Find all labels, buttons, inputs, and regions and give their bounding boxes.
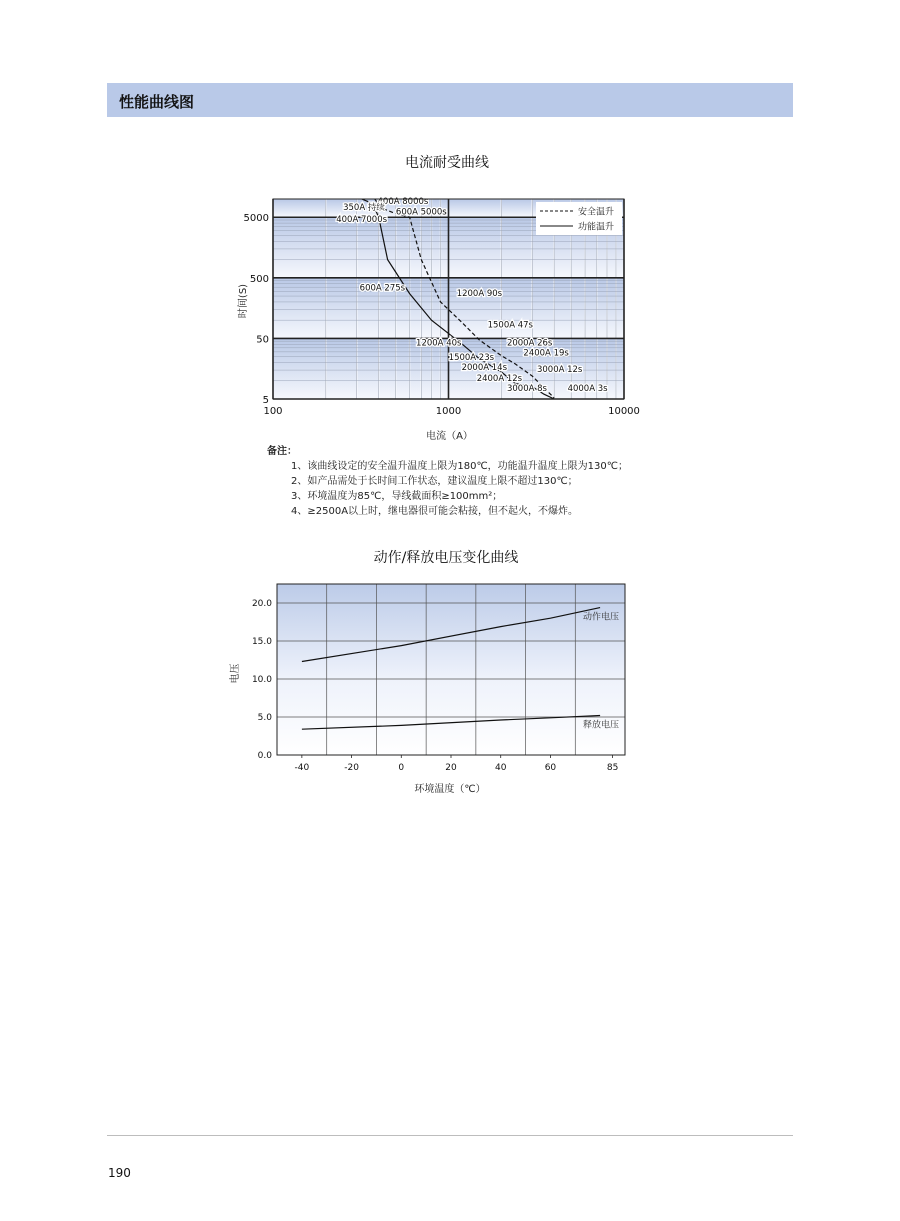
annotation-label: 350A 持续 bbox=[343, 202, 385, 213]
x-tick-label: -40 bbox=[294, 763, 310, 773]
footer-divider bbox=[107, 1135, 793, 1136]
note-item: 3、环境温度为85℃，导线截面积≥100mm²； bbox=[291, 491, 503, 502]
x-axis-label: 电流（A） bbox=[426, 431, 473, 442]
x-tick-label: 10000 bbox=[608, 406, 640, 417]
legend-label: 功能温升 bbox=[578, 222, 615, 233]
y-tick-label: 0.0 bbox=[257, 751, 272, 761]
y-tick-label: 5.0 bbox=[257, 713, 272, 723]
y-axis-label: 电压 bbox=[230, 663, 241, 684]
y-tick-label: 20.0 bbox=[251, 599, 272, 609]
annotation-label: 400A 8000s bbox=[377, 196, 429, 207]
series-label: 释放电压 bbox=[582, 720, 619, 731]
x-tick-label: 60 bbox=[544, 763, 557, 773]
y-tick-label: 5000 bbox=[243, 213, 269, 225]
x-tick-label: 85 bbox=[606, 763, 619, 773]
legend-label: 安全温升 bbox=[578, 207, 615, 218]
annotation-label: 400A 7000s bbox=[336, 214, 388, 225]
annotation-label: 600A 5000s bbox=[395, 207, 447, 218]
x-tick-label: 1000 bbox=[435, 406, 462, 417]
annotation-label: 2000A 14s bbox=[461, 363, 508, 374]
annotation-label: 1500A 47s bbox=[487, 320, 534, 331]
current-chart-title: 电流耐受曲线 bbox=[405, 155, 489, 171]
x-tick-label: 20 bbox=[445, 763, 457, 773]
y-tick-label: 500 bbox=[249, 273, 269, 285]
series-label: 动作电压 bbox=[582, 612, 619, 623]
note-item: 4、≥2500A以上时，继电器很可能会粘接，但不起火，不爆炸。 bbox=[291, 506, 579, 517]
annotation-label: 2400A 19s bbox=[523, 348, 569, 359]
section-title: 性能曲线图 bbox=[119, 93, 195, 111]
annotation-label: 1500A 23s bbox=[448, 353, 495, 364]
notes-title: 备注： bbox=[267, 446, 297, 457]
voltage-chart-title: 动作/释放电压变化曲线 bbox=[373, 550, 519, 566]
annotation-label: 3000A 8s bbox=[506, 383, 547, 394]
page-number: 190 bbox=[108, 1166, 131, 1180]
x-tick-label: 100 bbox=[263, 406, 283, 417]
annotation-label: 3000A 12s bbox=[536, 364, 583, 375]
x-tick-label: -20 bbox=[344, 763, 359, 773]
note-item: 1、该曲线设定的安全温升温度上限为180℃，功能温升温度上限为130℃； bbox=[291, 461, 628, 472]
note-item: 2、如产品需处于长时间工作状态，建议温度上限不超过130℃； bbox=[291, 476, 578, 487]
annotation-label: 2000A 26s bbox=[506, 338, 553, 349]
annotation-label: 1200A 90s bbox=[456, 289, 503, 300]
annotation-label: 600A 275s bbox=[359, 283, 406, 294]
plot-background bbox=[277, 584, 625, 755]
annotation-label: 4000A 3s bbox=[567, 383, 608, 394]
y-axis-label: 时间(S) bbox=[238, 283, 249, 319]
y-tick-label: 10.0 bbox=[251, 675, 272, 685]
x-tick-label: 0 bbox=[398, 763, 405, 773]
y-tick-label: 50 bbox=[256, 334, 269, 346]
x-axis-label: 环境温度（℃） bbox=[414, 784, 486, 795]
y-tick-label: 15.0 bbox=[251, 637, 272, 647]
x-tick-label: 40 bbox=[494, 763, 507, 773]
annotation-label: 2400A 12s bbox=[476, 373, 523, 384]
y-tick-label: 5 bbox=[262, 395, 269, 406]
annotation-label: 1200A 40s bbox=[416, 338, 462, 349]
